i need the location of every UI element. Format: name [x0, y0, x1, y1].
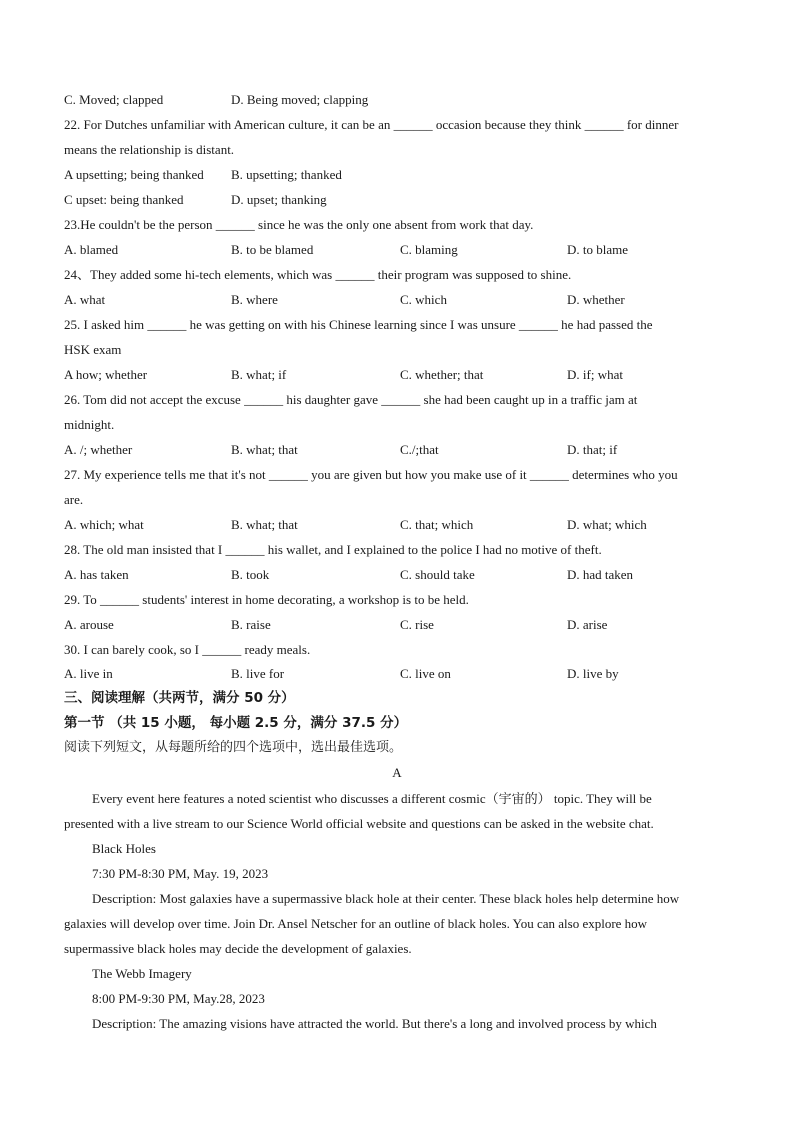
q27-option-c: C. that; which: [400, 517, 474, 532]
q22-option-b: B. upsetting; thanked: [231, 167, 342, 182]
section3-part1-heading: 第一节 （共 15 小题， 每小题 2.5 分，满分 37.5 分）: [64, 715, 408, 731]
q29-option-a: A. arouse: [64, 617, 114, 632]
q29-options: [64, 617, 744, 633]
q26-stem-line1: 26. Tom did not accept the excuse ______ his daughter gave ______ she had been caught up in a traffic jam at: [64, 392, 638, 407]
q23-option-d: D. to blame: [567, 242, 629, 257]
q28-option-b: B. took: [231, 567, 270, 582]
passage-intro-line1: Every event here features a noted scientist who discusses a different cosmic（宇宙的） topic. They will be: [92, 791, 652, 806]
q24-option-c: C. which: [400, 292, 447, 307]
q28-option-d: D. had taken: [567, 567, 634, 582]
q22-stem-line2: means the relationship is distant.: [64, 142, 235, 157]
q30-option-d: D. live by: [567, 666, 619, 681]
q30-option-c: C. live on: [400, 666, 451, 681]
q28-options: [64, 567, 744, 583]
q29-stem: 29. To ______ students' interest in home decorating, a workshop is to be held.: [64, 592, 469, 607]
q24-options: [64, 292, 744, 308]
q23-option-a: A. blamed: [64, 242, 119, 257]
passage-intro-line2: presented with a live stream to our Science World official website and questions can be asked in the website chat.: [64, 816, 654, 831]
section3-title: 三、阅读理解（共两节，满分 50 分）: [64, 690, 295, 706]
q21-option-c: C. Moved; clapped: [64, 92, 164, 107]
q23-option-c: C. blaming: [400, 242, 458, 257]
q23-options: [64, 242, 744, 258]
q24-stem: 24、They added some hi-tech elements, which was ______ their program was supposed to shine.: [64, 267, 572, 282]
q26-stem-line2: midnight.: [64, 417, 115, 432]
q25-option-d: D. if; what: [567, 367, 623, 382]
q27-options: [64, 517, 744, 533]
event2-time: 8:00 PM-9:30 PM, May.28, 2023: [92, 991, 265, 1006]
q27-option-d: D. what; which: [567, 517, 647, 532]
q25-stem-line2: HSK exam: [64, 342, 122, 357]
q24-option-a: A. what: [64, 292, 106, 307]
q30-option-a: A. live in: [64, 666, 113, 681]
q24-option-b: B. where: [231, 292, 278, 307]
event1-desc-line1: Description: Most galaxies have a supermassive black hole at their center. These black holes help determine how: [92, 891, 680, 906]
q27-stem-line1: 27. My experience tells me that it's not ______ you are given but how you make use of it ______ determines who you: [64, 467, 678, 482]
q25-options: [64, 367, 744, 383]
q27-option-a: A. which; what: [64, 517, 144, 532]
passage-label: A: [392, 765, 402, 780]
q21-options-cd: [64, 92, 744, 108]
q26-option-d: D. that; if: [567, 442, 618, 457]
q28-stem: 28. The old man insisted that I ______ his wallet, and I explained to the police I had no motive of theft.: [64, 542, 602, 557]
q26-option-b: B. what; that: [231, 442, 298, 457]
q25-option-b: B. what; if: [231, 367, 287, 382]
q29-option-d: D. arise: [567, 617, 608, 632]
event1-desc-line3: supermassive black holes may decide the development of galaxies.: [64, 941, 412, 956]
q25-stem-line1: 25. I asked him ______ he was getting on with his Chinese learning since I was unsure ______ he had passed the: [64, 317, 653, 332]
q26-option-c: C./;that: [400, 442, 439, 457]
q25-option-c: C. whether; that: [400, 367, 484, 382]
q22-stem-line1: 22. For Dutches unfamiliar with American culture, it can be an ______ occasion because they think ______ for dinner: [64, 117, 679, 132]
q27-option-b: B. what; that: [231, 517, 298, 532]
event1-desc-line2: galaxies will develop over time. Join Dr. Ansel Netscher for an outline of black holes. You can also explore how: [64, 916, 648, 931]
q21-option-d: D. Being moved; clapping: [231, 92, 369, 107]
q29-option-c: C. rise: [400, 617, 434, 632]
event2-title: The Webb Imagery: [92, 966, 192, 981]
event1-time: 7:30 PM-8:30 PM, May. 19, 2023: [92, 866, 269, 881]
q30-options: [64, 666, 744, 682]
section3-instruction: 阅读下列短文，从每题所给的四个选项中，选出最佳选项。: [64, 740, 403, 755]
q26-option-a: A. /; whether: [64, 442, 133, 457]
q22-option-a: A upsetting; being thanked: [64, 167, 204, 182]
event2-desc-line1: Description: The amazing visions have attracted the world. But there's a long and involved process by which: [92, 1016, 657, 1031]
q28-option-a: A. has taken: [64, 567, 129, 582]
q27-stem-line2: are.: [64, 492, 84, 507]
q22-options-cd: [64, 192, 744, 208]
q30-option-b: B. live for: [231, 666, 285, 681]
event1-title: Black Holes: [92, 841, 156, 856]
q26-options: [64, 442, 744, 458]
q30-stem: 30. I can barely cook, so I ______ ready meals.: [64, 642, 311, 657]
q22-option-c: C upset: being thanked: [64, 192, 184, 207]
q22-option-d: D. upset; thanking: [231, 192, 327, 207]
q22-options-ab: [64, 167, 744, 183]
q28-option-c: C. should take: [400, 567, 475, 582]
q23-stem: 23.He couldn't be the person ______ since he was the only one absent from work that day.: [64, 217, 534, 232]
q25-option-a: A how; whether: [64, 367, 148, 382]
q23-option-b: B. to be blamed: [231, 242, 314, 257]
q24-option-d: D. whether: [567, 292, 625, 307]
q29-option-b: B. raise: [231, 617, 271, 632]
